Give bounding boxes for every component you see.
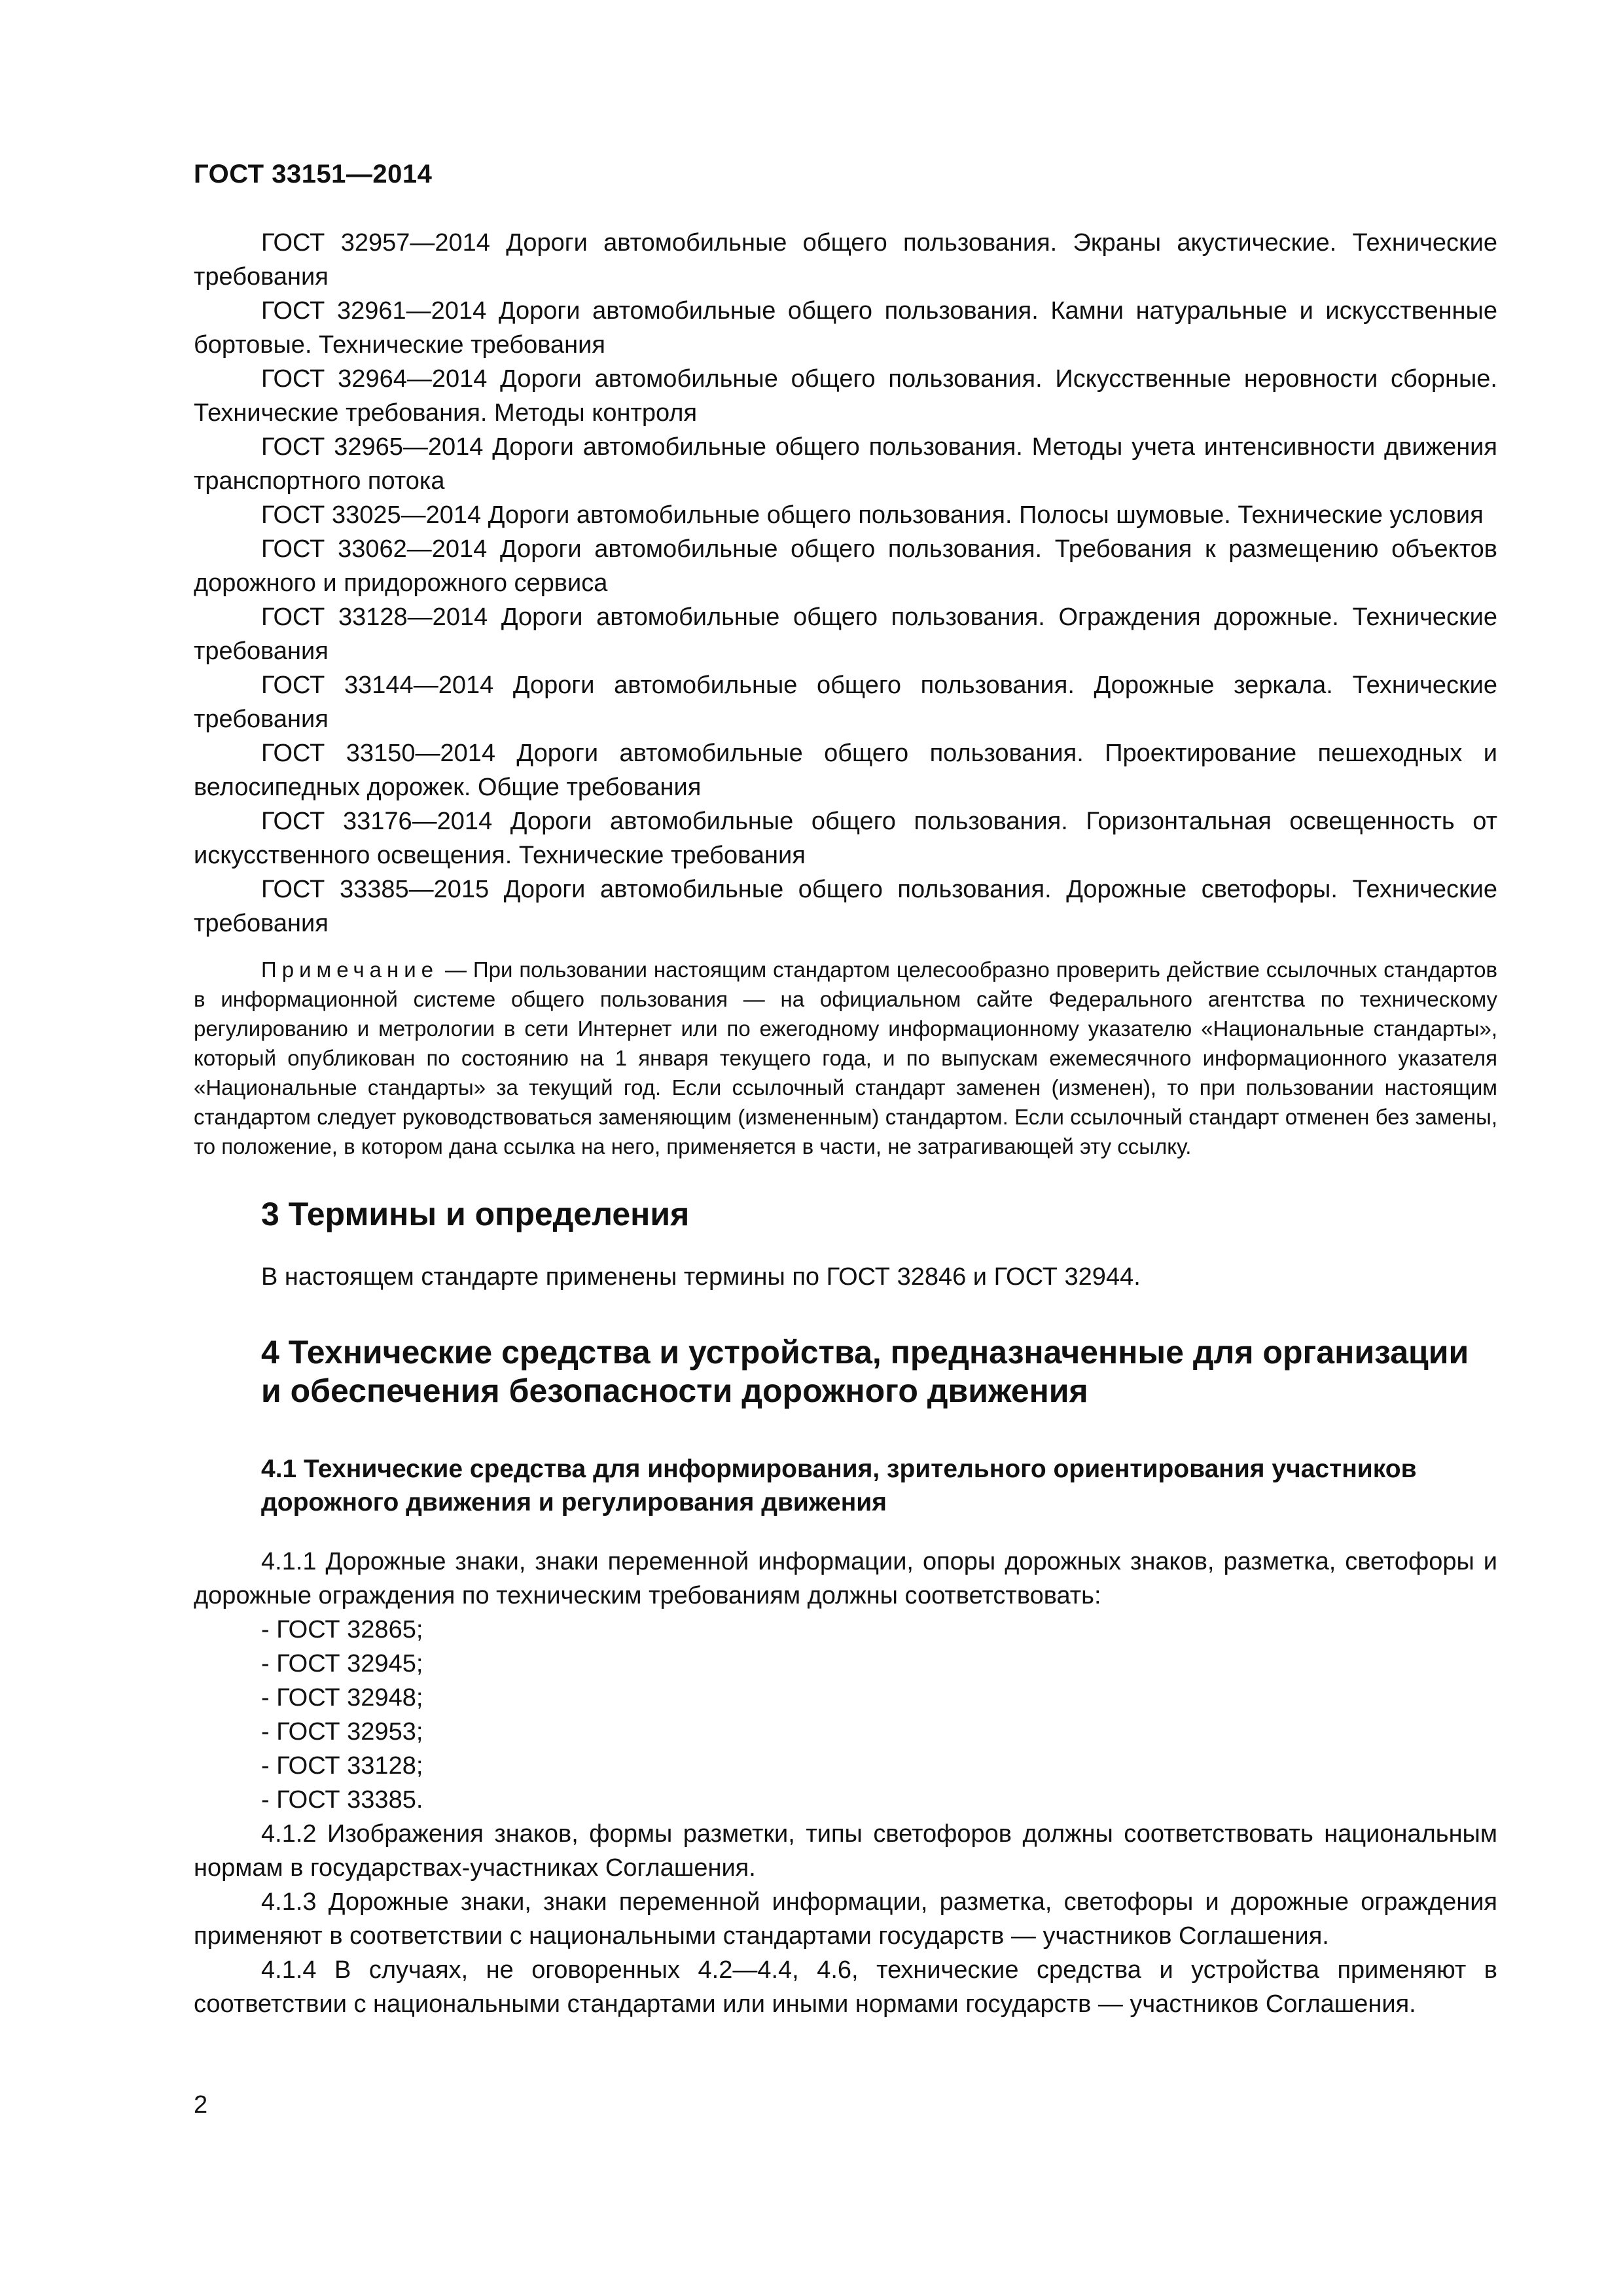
- section-4-heading: 4 Технические средства и устройства, предназначенные для организации и обеспечения безопасности дорожного движения: [261, 1334, 1469, 1409]
- document-body: [194, 226, 1497, 2021]
- reference-entry: ГОСТ 32964—2014 Дороги автомобильные общего пользования. Искусственные неровности сборные. Технические требования. Методы контроля: [194, 365, 1497, 427]
- reference-entry: ГОСТ 32957—2014 Дороги автомобильные общего пользования. Экраны акустические. Технические требования: [194, 229, 1497, 291]
- list-item: - ГОСТ 32945;: [261, 1650, 423, 1677]
- section-3-text: В настоящем стандарте применены термины по ГОСТ 32846 и ГОСТ 32944.: [261, 1263, 1141, 1291]
- section-3-heading: 3 Термины и определения: [261, 1196, 690, 1232]
- paragraph-4-1-3: 4.1.3 Дорожные знаки, знаки переменной информации, разметка, светофоры и дорожные ограждения применяют в соответствии с национальными стандартами государств — участников Соглашения.: [194, 1888, 1497, 1950]
- reference-entry: ГОСТ 33385—2015 Дороги автомобильные общего пользования. Дорожные светофоры. Технические требования: [194, 876, 1497, 937]
- list-item: - ГОСТ 32953;: [261, 1718, 423, 1746]
- reference-entry: ГОСТ 33128—2014 Дороги автомобильные общего пользования. Ограждения дорожные. Технические требования: [194, 603, 1497, 665]
- paragraph-4-1-4: 4.1.4 В случаях, не оговоренных 4.2—4.4, 4.6, технические средства и устройства применяют в соответствии с национальными стандартами или иными нормами государств — участников Соглашения.: [194, 1956, 1497, 2018]
- list-item: - ГОСТ 32865;: [261, 1616, 423, 1643]
- reference-entry: ГОСТ 33176—2014 Дороги автомобильные общего пользования. Горизонтальная освещенность от искусственного освещения. Технические требования: [194, 808, 1497, 869]
- note-paragraph: [194, 955, 1497, 1161]
- list-item: - ГОСТ 33128;: [261, 1752, 423, 1780]
- reference-entry: ГОСТ 33062—2014 Дороги автомобильные общего пользования. Требования к размещению объектов дорожного и придорожного сервиса: [194, 535, 1497, 597]
- paragraph-4-1-2: 4.1.2 Изображения знаков, формы разметки, типы светофоров должны соответствовать национальным нормам в государствах-участниках Соглашения.: [194, 1820, 1497, 1882]
- reference-entry: ГОСТ 32961—2014 Дороги автомобильные общего пользования. Камни натуральные и искусственные бортовые. Технические требования: [194, 297, 1497, 359]
- document-code-header: ГОСТ 33151—2014: [194, 160, 433, 188]
- reference-entry: ГОСТ 32965—2014 Дороги автомобильные общего пользования. Методы учета интенсивности движения транспортного потока: [194, 433, 1497, 495]
- reference-entry: ГОСТ 33150—2014 Дороги автомобильные общего пользования. Проектирование пешеходных и велосипедных дорожек. Общие требования: [194, 740, 1497, 801]
- reference-entry: ГОСТ 33025—2014 Дороги автомобильные общего пользования. Полосы шумовые. Технические условия: [261, 501, 1484, 529]
- subsection-4-1-heading: 4.1 Технические средства для информирования, зрительного ориентирования участников дорожного движения и регулирования движения: [261, 1455, 1417, 1516]
- page-number: 2: [194, 2091, 208, 2119]
- note-label: Примечание: [261, 958, 439, 982]
- list-item: - ГОСТ 33385.: [261, 1786, 423, 1814]
- note-text: — При пользовании настоящим стандартом целесообразно проверить действие ссылочных стандартов в информационной системе общего пользования — на официальном сайте Федерального агентства по техническому регулированию и метрологии в сети Интернет или по ежегодному информационному указателю «Национальные стандарты», который опубликован по состоянию на 1 января текущего года, и по выпускам ежемесячного информационного указателя «Национальные стандарты» за текущий год. Если ссылочный стандарт заменен (изменен), то при пользовании настоящим стандартом следует руководствоваться заменяющим (измененным) стандартом. Если ссылочный стандарт отменен без замены, то положение, в котором дана ссылка на него, применяется в части, не затрагивающей эту ссылку.: [194, 958, 1497, 1158]
- list-item: - ГОСТ 32948;: [261, 1684, 423, 1712]
- standards-list: [194, 1613, 1497, 1817]
- reference-entry: ГОСТ 33144—2014 Дороги автомобильные общего пользования. Дорожные зеркала. Технические требования: [194, 672, 1497, 733]
- paragraph-4-1-1: 4.1.1 Дорожные знаки, знаки переменной информации, опоры дорожных знаков, разметка, светофоры и дорожные ограждения по техническим требованиям должны соответствовать:: [194, 1548, 1497, 1609]
